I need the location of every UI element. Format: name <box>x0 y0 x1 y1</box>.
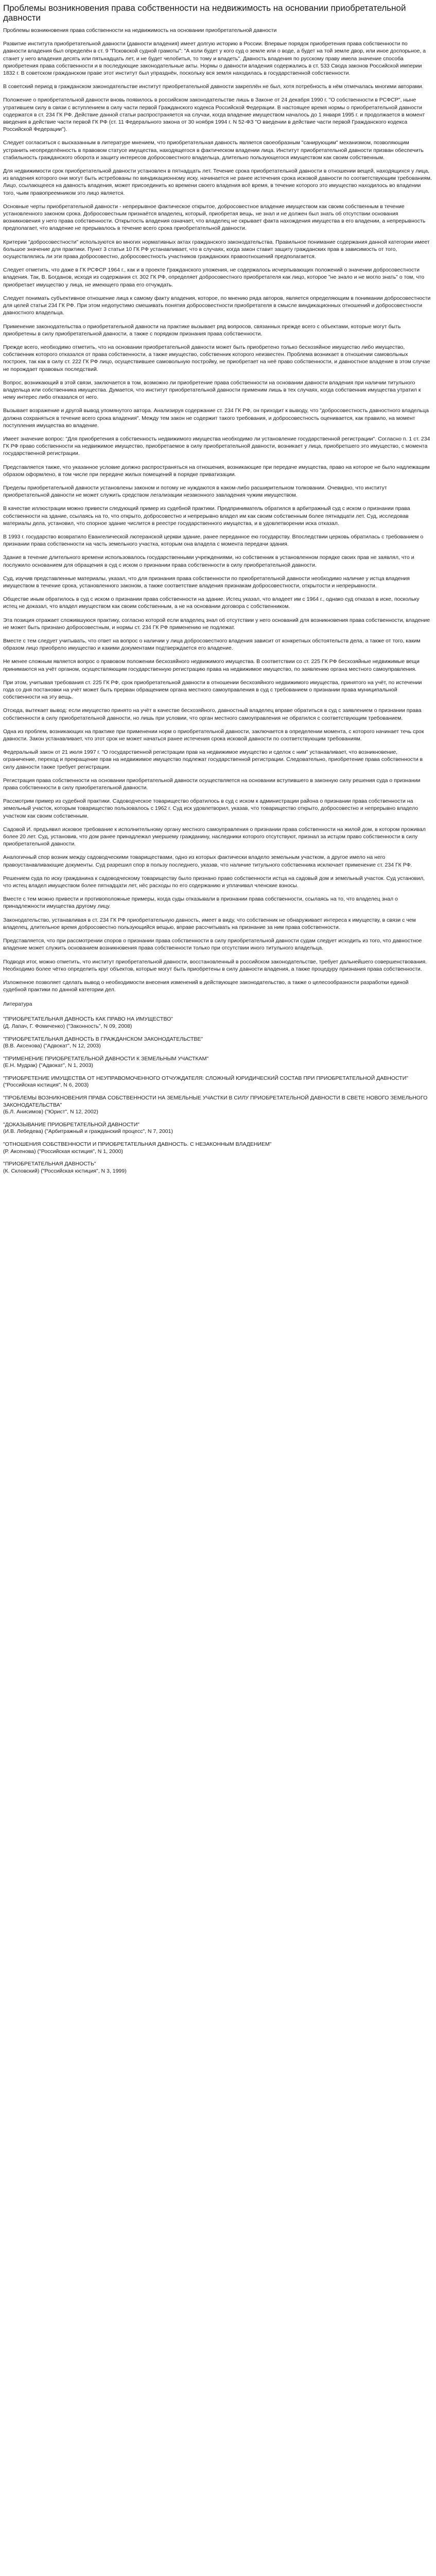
reference-item <box>3 1056 432 1070</box>
reference-details: ("Российская юстиция", N 6, 2003) <box>3 1082 89 1089</box>
reference-details: (Б.Л. Анисимов) ("Юрист", N 12, 2002) <box>3 1109 98 1115</box>
reference-title: "ДОКАЗЫВАНИЕ ПРИОБРЕТАТЕЛЬНОЙ ДАВНОСТИ" <box>3 1121 139 1128</box>
document-subtitle: Проблемы возникновения права собственности на недвижимость на основании приобретательной давности <box>3 27 277 33</box>
body-paragraph: Для недвижимости срок приобретательной давности установлен в пятнадцать лет. Течение срока приобретательной давности в отношении вещей, находящихся у лица, из владения которого они могут быть истребованы по виндикационному иску, начинается не ранее истечения срока исковой давности по соответствующим требованиям. Лицо, ссылающееся на давность владения, может присоединить ко времени своего владения всё время, в течение которого это имущество находилось во владении того, чьим правопреемником это лицо является. <box>3 168 432 196</box>
body-paragraph: Вместе с тем следует учитывать, что ответ на вопрос о наличии у лица добросовестного владения зависит от конкретных обстоятельств дела, а также от того, каким образом лицо приобрело имущество и какими документами подтверждается его владение. <box>3 638 421 652</box>
body-paragraph: Критерии "добросовестности" используются во многих нормативных актах гражданского законодательства. Правильное понимание содержания данной категории имеет большое значение для практики. Пункт 3 статьи 10 ГК РФ устанавливает, что в случаях, когда закон ставит защиту гражданских прав в зависимость от того, осуществлялись ли эти права добросовестно, добросовестность участников гражданских правоотношений предполагается. <box>3 239 430 260</box>
body-paragraph: Рассмотрим пример из судебной практики. Садоводческое товарищество обратилось в суд с иском к администрации района о признании права собственности на земельный участок, которым товарищество пользовалось с 1962 г. Суд иск удовлетворил, указав, что товарищество открыто, добросовестно и непрерывно владело участком как своим собственным. <box>3 798 418 819</box>
reference-title: "ПРИМЕНЕНИЕ ПРИОБРЕТАТЕЛЬНОЙ ДАВНОСТИ К ЗЕМЕЛЬНЫМ УЧАСТКАМ" <box>3 1055 209 1062</box>
body-paragraph: Решением суда по иску гражданина к садоводческому товариществу было признано право собственности истца на садовый дом и земельный участок. Суд установил, что истец владел имуществом более пятнадцати лет, нёс расходы по его содержанию и уплачивал членские взносы. <box>3 875 425 889</box>
reference-details: (Р. Аксенова) ("Российская юстиция", N 1, 2000) <box>3 1148 123 1155</box>
body-paragraph: Вызывает возражение и другой вывод упомянутого автора. Анализируя содержание ст. 234 ГК РФ, он приходит к выводу, что "добросовестность давностного владельца должна сохраняться в течение всего срока владения". Между тем закон не содержит такого требования, и добросовестность оценивается, как правило, на момент поступления имущества во владение. <box>3 408 429 429</box>
reference-item <box>3 1016 432 1030</box>
body-paragraph: Эта позиция отражает сложившуюся практику, согласно которой если владелец знал об отсутствии у него оснований для возникновения права собственности, владение не может быть признано добросовестным, и нормы ст. 234 ГК РФ применению не подлежат. <box>3 617 430 631</box>
reference-item <box>3 1141 432 1155</box>
body-paragraph: Суд, изучив представленные материалы, указал, что для признания права собственности по приобретательной давности необходимо наличие у истца владения имуществом в течение срока, установленного законом, а также соответствие владения признакам добросовестности, открытости и непрерывности. <box>3 575 410 589</box>
body-paragraph: Следует согласиться с высказанным в литературе мнением, что приобретательная давность является своеобразным "санирующим" механизмом, позволяющим устранить неопределённость в правовом статусе имущества, находящегося в фактическом владении лица. Институт приобретательной давности призван обеспечить стабильность гражданского оборота и защиту интересов добросовестного владельца, длительно пользующегося имуществом как своим собственным. <box>3 140 424 161</box>
reference-title: "ПРИОБРЕТАТЕЛЬНАЯ ДАВНОСТЬ" <box>3 1161 96 1167</box>
body-paragraph: Изложенное позволяет сделать вывод о необходимости внесения изменений в действующее законодательство, а также о целесообразности разработки единой судебной практики по данной категории дел. <box>3 979 409 993</box>
references-section <box>3 1001 432 1175</box>
reference-details: (К. Скловский) ("Российская юстиция", N 3, 1999) <box>3 1167 127 1174</box>
reference-item <box>3 1075 432 1089</box>
body-paragraph: В качестве иллюстрации можно привести следующий пример из судебной практики. Предприниматель обратился в арбитражный суд с иском о признании права собственности на здание, ссылаясь на то, что открыто, добросовестно и непрерывно владел им как своим собственным более пятнадцати лет. Суд, исследовав материалы дела, установил, что спорное здание числится в реестре государственного имущества, и в удовлетворении иска отказал. <box>3 505 410 527</box>
body-paragraph: Основные черты приобретательной давности - непрерывное фактическое открытое, добросовестное владение имуществом как своим собственным в течение установленного законом срока. Добросовестным признаётся владелец, который, приобретая вещь, не знал и не должен был знать об отсутствии основания возникновения у него права собственности. Открытость владения означает, что владелец не скрывает факта нахождения имущества в его владении, а непрерывность предполагает, что владение не прерывалось в течение всего срока приобретательной давности. <box>3 203 426 232</box>
body-paragraph: Садовой И. предъявил исковое требование к исполнительному органу местного самоуправления о признании права собственности на жилой дом, в котором проживал более 20 лет. Суд, установив, что дом ранее принадлежал умершему гражданину, наследники которого отсутствуют, признал за истцом право собственности в силу приобретательной давности. <box>3 826 426 848</box>
body-paragraph: Следует отметить, что даже в ГК РСФСР 1964 г., как и в проекте Гражданского уложения, не содержалось исчерпывающих положений о значении добросовестности владения. Так, В. Богданов, исходя из содержания ст. 302 ГК РФ, определяет добросовестного приобретателя как лицо, которое "не знало и не могло знать" о том, что приобретает имущество у лица, не имеющего права его отчуждать. <box>3 267 425 288</box>
body-paragraph: При этом, учитывая требования ст. 225 ГК РФ, срок приобретательной давности в отношении бесхозяйного недвижимого имущества, принятого на учёт, по истечении года со дня постановки на учёт может быть прерван обращением органа местного самоуправления в суд с требованием о признании права муниципальной собственности на эту вещь. <box>3 679 422 701</box>
body-paragraph: Прежде всего, необходимо отметить, что на основании приобретательной давности может быть приобретено только бесхозяйное имущество либо имущество, собственник которого отказался от права собственности, а также имущество, собственник которого неизвестен. Проблема возникает в отношении самовольных построек, так как в силу ст. 222 ГК РФ лицо, осуществившее самовольную постройку, не приобретает на неё право собственности, и давностное владение в этом случае не порождает правовых последствий. <box>3 344 430 372</box>
reference-details: (Е.Н. Мудрак) ("Адвокат", N 1, 2003) <box>3 1062 93 1069</box>
document-page <box>0 0 436 1185</box>
body-paragraph: Развитие института приобретательной давности (давности владения) имеет долгую историю в России. Впервые порядок приобретения права собственности по давности владения был определён в ст. 9 "Псковской судной грамоты": "А коли будет у кого суд о земле или о воде, а будет на той земле двор, или иное доспорьное, а станет у него владения десять или пятьнадцать лет, и не будет челобитья, то тому и владеть". Давность владения по русскому праву имела значение способа приобретения права собственности и в последующие законодательные акты. Нормы о давности владения содержались в ст. 533 Свода законов Российской империи 1832 г. В советском гражданском праве этот институт был упразднён, поскольку вся земля находилась в государственной собственности. <box>3 41 426 77</box>
reference-item <box>3 1095 432 1116</box>
reference-item <box>3 1161 432 1175</box>
body-paragraph: Пределы приобретательной давности установлены законом и потому не нуждаются в каком-либо расширительном толковании. Очевидно, что институт приобретательной давности не может служить средством легализации незаконного завладения чужим имуществом. <box>3 484 387 499</box>
body-paragraph: В советский период в гражданском законодательстве институт приобретательной давности закреплён не был, хотя потребность в нём отмечалась многими авторами. <box>3 83 424 90</box>
body-paragraph: Положение о приобретательной давности вновь появилось в российском законодательстве лишь в Законе от 24 декабря 1990 г. "О собственности в РСФСР", ныне утратившем силу в связи с вступлением в силу части первой Гражданского кодекса Российской Федерации. В настоящее время нормы о приобретательной давности содержатся в ст. 234 ГК РФ. Действие данной статьи распространяется на случаи, когда владение имуществом началось до 1 января 1995 г. и продолжается в момент введения в действие части первой ГК РФ (ст. 11 Федерального закона от 30 ноября 1994 г. N 52-ФЗ "О введении в действие части первой Гражданского кодекса Российской Федерации"). <box>3 97 425 133</box>
body-paragraph: Одна из проблем, возникающих на практике при применении норм о приобретательной давности, заключается в определении момента, с которого начинает течь срок давности. Закон устанавливает, что этот срок не может начаться ранее истечения срока исковой давности по соответствующим требованиям. <box>3 728 424 742</box>
body-paragraph: Здание в течение длительного времени использовалось государственными учреждениями, но собственник в установленном порядке своих прав не заявлял, что и послужило основанием для обращения в суд с иском о признании права собственности в силу приобретательной давности. <box>3 554 414 568</box>
reference-title: "ПРИОБРЕТАТЕЛЬНАЯ ДАВНОСТЬ В ГРАЖДАНСКОМ ЗАКОНОДАТЕЛЬСТВЕ" <box>3 1036 203 1042</box>
body-paragraph: Следует понимать субъективное отношение лица к самому факту владения, которое, по мнению ряда авторов, является определяющим в понимании добросовестности для целей статьи 234 ГК РФ. При этом недопустимо смешивать понятия добросовестности приобретателя в смысле виндикационных отношений и добросовестности давностного владельца. <box>3 295 431 316</box>
body-paragraph: Имеет значение вопрос: "Для приобретения в собственность недвижимого имущества необходимо ли установление государственной регистрации". Согласно п. 1 ст. 234 ГК РФ право собственности на недвижимое имущество, приобретаемое в силу приобретательной давности, возникает у лица, приобретшего это имущество, с момента государственной регистрации. <box>3 435 430 457</box>
reference-title: "ПРИОБРЕТАТЕЛЬНАЯ ДАВНОСТЬ КАК ПРАВО НА ИМУЩЕСТВО" <box>3 1016 173 1023</box>
reference-title: "ОТНОШЕНИЯ СОБСТВЕННОСТИ И ПРИОБРЕТАТЕЛЬНАЯ ДАВНОСТЬ. С НЕЗАКОННЫМ ВЛАДЕНИЕМ" <box>3 1141 272 1148</box>
body-paragraph: Регистрация права собственности на основании приобретательной давности осуществляется на основании вступившего в законную силу решения суда о признании права собственности в силу приобретательной давности. <box>3 777 421 791</box>
document-title: Проблемы возникновения права собственности на недвижимость на основании приобретательной давности <box>3 3 406 23</box>
body-paragraph: Федеральный закон от 21 июля 1997 г. "О государственной регистрации прав на недвижимое имущество и сделок с ним" устанавливает, что возникновение, ограничение, переход и прекращение прав на недвижимое имущество подлежат государственной регистрации. Следовательно, приобретение права собственности в силу давности также требует регистрации. <box>3 749 423 770</box>
body-paragraph: Обществе иным обратилось в суд с иском о признании права собственности на здание. Истец указал, что владеет им с 1964 г., однако суд отказал в иске, поскольку истец не доказал, что владел имуществом как своим собственным, а не на основании договора с собственником. <box>3 596 420 610</box>
reference-details: (Д. Лапач, Г. Фомиченко) ("Законность", N 09, 2008) <box>3 1023 132 1029</box>
document-body <box>3 27 432 993</box>
reference-item <box>3 1122 432 1136</box>
body-paragraph: Вместе с тем можно привести и противоположные примеры, когда суды отказывали в признании права собственности, ссылаясь на то, что владелец знал о принадлежности имущества другому лицу. <box>3 896 398 910</box>
reference-details: (И.В. Лебедева) ("Арбитражный и гражданский процесс", N 7, 2001) <box>3 1128 173 1135</box>
reference-details: (В.В. Аксенова) ("Адвокат", N 12, 2003) <box>3 1043 101 1049</box>
body-paragraph: Вопрос, возникающий в этой связи, заключается в том, возможно ли приобретение права собственности на основании давности владения при наличии титульного владельца или собственника имущества. Думается, что институт приобретательной давности применим лишь в тех случаях, когда собственник имущества утратил к нему интерес либо отказался от него. <box>3 379 421 401</box>
reference-title: "ПРОБЛЕМЫ ВОЗНИКНОВЕНИЯ ПРАВА СОБСТВЕННОСТИ НА ЗЕМЕЛЬНЫЕ УЧАСТКИ В СИЛУ ПРИОБРЕТАТЕЛЬНОЙ ДАВНОСТИ В СВЕТЕ НОВОГО ЗЕМЕЛЬНОГО ЗАКОНОДАТЕЛЬСТВА" <box>3 1095 428 1108</box>
body-paragraph: Представляется, что при рассмотрении споров о признании права собственности в силу приобретательной давности судам следует исходить из того, что давностное владение может служить основанием возникновения права собственности только при отсутствии иного титульного владельца. <box>3 938 422 952</box>
reference-title: "ПРИОБРЕТЕНИЕ ИМУЩЕСТВА ОТ НЕУПРАВОМОЧЕННОГО ОТЧУЖДАТЕЛЯ: СЛОЖНЫЙ ЮРИДИЧЕСКИЙ СОСТАВ ПРИ ПРИОБРЕТАТЕЛЬНОЙ ДАВНОСТИ" <box>3 1075 408 1081</box>
body-paragraph: Отсюда, вытекает вывод: если имущество принято на учёт в качестве бесхозяйного, давностный владелец вправе обратиться в суд с заявлением о признании права собственности в силу приобретательной давности, но лишь при условии, что орган местного самоуправления не обратился с соответствующим требованием. <box>3 707 422 721</box>
references-heading: Литература <box>3 1001 32 1008</box>
body-paragraph: Подводя итог, можно отметить, что институт приобретательной давности, восстановленный в российском законодательстве, требует дальнейшего совершенствования. Необходимо более чётко определить круг объектов, которые могут быть приобретены в силу давности владения, а также процедуру признания права собственности. <box>3 958 427 972</box>
body-paragraph: Не менее сложным является вопрос о правовом положении бесхозяйного недвижимого имущества. В соответствии со ст. 225 ГК РФ бесхозяйные недвижимые вещи принимаются на учёт органом, осуществляющим государственную регистрацию права на недвижимое имущество, по заявлению органа местного самоуправления. <box>3 658 420 672</box>
body-paragraph: Аналогичный спор возник между садоводческими товариществами, одно из которых фактически владело земельным участком, а другое имело на него правоустанавливающие документы. Суд разрешил спор в пользу последнего, указав, что наличие титульного собственника исключает применение ст. 234 ГК РФ. <box>3 854 412 868</box>
body-paragraph: В 1993 г. государство возвратило Евангелической лютеранской церкви здание, ранее переданное ею государству. Впоследствии церковь обратилась с требованием о признании права собственности на часть земельного участка, которым она владела с момента передачи здания. <box>3 533 424 548</box>
reference-item <box>3 1036 432 1050</box>
body-paragraph: Представляется также, что указанное условие должно распространяться на отношения, возникающие при передаче имущества, право на которое не было надлежащим образом оформлено, в том числе при передаче жилых помещений в порядке приватизации. <box>3 464 430 478</box>
body-paragraph: Законодательство, устанавливая в ст. 234 ГК РФ приобретательную давность, имеет в виду, что собственник не обнаруживает интереса к имуществу, в связи с чем владелец, длительное время добросовестно пользующийся вещью, вправе рассчитывать на признание за ним права собственности. <box>3 917 416 930</box>
body-paragraph: Применение законодательства о приобретательной давности на практике вызывает ряд вопросов, связанных прежде всего с объектами, которые могут быть приобретены в силу приобретательной давности, а также с порядком признания права собственности. <box>3 323 401 337</box>
